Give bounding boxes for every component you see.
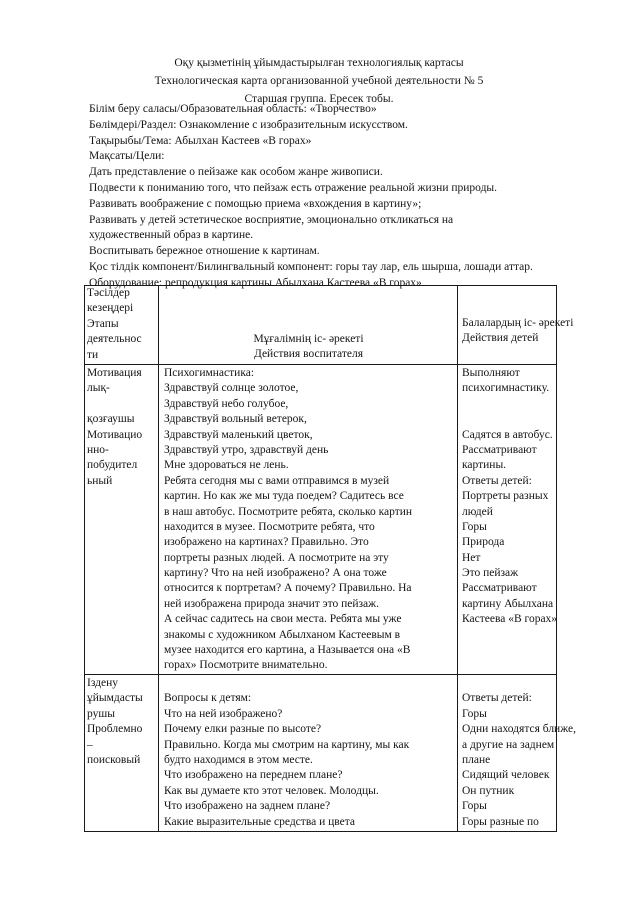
cell-text-line: Тәсілдер [87,287,130,299]
cell-text-line: ти [87,348,99,361]
cell-text-line: музее находится его картина, а Называется она «В [164,644,411,657]
cell-text-line: Мотивацио [87,428,143,441]
intro-block [89,102,559,292]
intro-topic: Тақырыбы/Тема: Абылхан Кастеев «В горах» [89,134,312,147]
cell-text-line: Іздену [87,677,119,689]
cell-text-line: Мотивация [87,367,142,379]
row-search-stage-cell [87,676,157,768]
cell-text-line: Ответы детей: [462,692,532,705]
cell-text-line: Здравствуй вольный ветерок, [164,413,307,426]
intro-goal-line: художественный образ в картине. [89,229,254,242]
cell-text-line: Почему елки разные по высоте? [164,723,322,736]
cell-text-line: Психогимнастика: [164,367,255,379]
table-border-left [84,285,85,832]
cell-text-line: Нет [462,551,481,564]
cell-text-line: Здравствуй солнце золотое, [164,382,299,395]
cell-text-line: Горы [462,800,487,813]
cell-text-line: ней изображена природа значит это пейзаж. [164,597,379,610]
cell-text-line: Сидящий человек [462,769,550,782]
intro-goals-heading: Мақсаты/Цели: [89,150,165,163]
cell-text-line: Садятся в автобус. [462,428,553,441]
table-row-divider [84,674,557,675]
title-line-russian: Технологическая карта организованной учебной деятельности № 5 [154,75,484,87]
cell-text-line: Это пейзаж [462,567,519,580]
cell-text-line: картины. [462,459,507,472]
table-border-right [556,285,557,832]
cell-text-line: картину Абылхана [462,597,554,610]
cell-text-line: А сейчас садитесь на свои места. Ребята мы уже [164,613,402,626]
cell-text-line: Как вы думаете кто этот человек. Молодцы. [164,784,379,797]
cell-text-line: Что изображено на заднем плане? [164,800,331,813]
intro-equipment: Оборудование: репродукция картины Абылхана Кастеева «В горах» [89,276,422,289]
cell-text-line: Ответы детей: [462,474,532,487]
cell-text-line: находится в музее. Посмотрите ребята, что [164,520,375,533]
cell-text-line [462,397,554,412]
row-motivation-stage-cell [87,366,157,489]
cell-text-line: Действия воспитателя [253,348,364,361]
cell-text-line [164,676,456,691]
intro-goal-line: Дать представление о пейзаже как особом жанре живописи. [89,166,383,179]
cell-text-line: қозғаушы [87,413,135,426]
cell-text-line: знакомы с художником Абылханом Кастеевым в [164,628,401,641]
cell-text-line: побудител [87,459,138,472]
cell-text-line: относится к портретам? А почему? Правильно. На [164,582,412,595]
table-border-bottom [84,831,557,832]
lesson-table [84,285,576,832]
cell-text-line: а другие на заднем [462,738,555,751]
intro-goal-line: Подвести к пониманию того, что пейзаж есть отражение реальной жизни природы. [89,181,498,194]
cell-text-line [87,397,157,412]
cell-text-line: лық- [87,382,110,395]
cell-text-line: Этапы [87,317,119,330]
cell-text-line: Мұғалімнің іс- әрекеті [253,333,364,345]
cell-text-line: поисковый [87,753,141,766]
cell-text-line: Вопросы к детям: [164,692,252,705]
title-line-kazakh: Оқу қызметінің ұйымдастырылған технологиялық картасы [174,57,464,69]
cell-text-line: Что изображено на переднем плане? [164,769,343,782]
cell-text-line: Здравствуй утро, здравствуй день [164,443,329,456]
intro-area: Білім беру саласы/Образовательная область: «Творчество» [89,103,377,115]
table-column-divider [457,285,458,832]
intro-goal-line: Развивать воображение с помощью приема «вхождения в картину»; [89,197,422,210]
cell-text-line: Действия детей [462,332,539,345]
header-children-cell [462,316,574,347]
cell-text-line [462,676,554,691]
cell-text-line: Рассматривают [462,582,537,595]
header-stage-cell [87,286,157,363]
cell-text-line: в наш автобус. Посмотрите ребята, сколько картин [164,505,413,518]
cell-text-line: картину? Что на ней изображено? А она тоже [164,567,387,580]
intro-goal-line: Воспитывать бережное отношение к картинам. [89,245,320,258]
header-teacher-cell [162,332,455,363]
cell-text-line: Здравствуй маленький цветок, [164,428,313,441]
cell-text-line: Балалардың іс- әрекеті [462,317,574,329]
cell-text-line: картин. Но как же мы туда поедем? Садитесь все [164,490,404,503]
cell-text-line: Проблемно [87,723,143,736]
cell-text-line: Кастеева «В горах» [462,613,558,626]
cell-text-line: Горы разные по [462,815,539,828]
cell-text-line: Правильно. Когда мы смотрим на картину, мы как [164,738,410,751]
table-row-divider [84,364,557,365]
cell-text-line: деятельнос [87,333,142,346]
cell-text-line: Рассматривают [462,443,537,456]
cell-text-line: Горы [462,707,487,720]
cell-text-line: Природа [462,536,505,549]
cell-text-line: ьный [87,474,113,487]
cell-text-line: нно- [87,443,109,456]
cell-text-line: будто находимся в этом месте. [164,753,313,766]
cell-text-line: горах» Посмотрите внимательно. [164,659,328,672]
cell-text-line: рушы [87,707,115,720]
cell-text-line: Здравствуй небо голубое, [164,397,289,410]
intro-section: Бөлімдері/Раздел: Ознакомление с изобразительным искусством. [89,118,408,131]
intro-goal-line: Развивать у детей эстетическое восприятие, эмоционально откликаться на [89,213,454,226]
cell-text-line: Одни находятся ближе, [462,723,576,736]
cell-text-line: кезеңдері [87,302,134,315]
cell-text-line: психогимнастику. [462,382,550,395]
cell-text-line: Горы [462,520,487,533]
cell-text-line: Ребята сегодня мы с вами отправимся в музей [164,474,390,487]
cell-text-line [462,412,554,427]
cell-text-line: ұйымдасты [87,692,143,705]
row-search-teacher-cell [164,676,456,830]
cell-text-line: Мне здороваться не лень. [164,459,289,472]
row-motivation-children-cell [462,366,558,628]
intro-bilingual: Қос тілдік компонент/Билингвальный компонент: горы тау лар, ель шырша, лошади аттар. [89,260,533,273]
row-motivation-teacher-cell [164,366,456,674]
cell-text-line: портреты разных людей. А посмотрите на эту [164,551,389,564]
cell-text-line: Какие выразительные средства и цвета [164,815,355,828]
cell-text-line: людей [462,505,493,518]
cell-text-line: Он путник [462,784,515,797]
title-line-group: Старшая группа. Ересек тобы. [244,93,394,105]
cell-text-line: Что на ней изображено? [164,707,283,720]
cell-text-line: Портреты разных [462,490,549,503]
cell-text-line: Выполняют [462,367,520,379]
row-search-children-cell [462,676,576,830]
cell-text-line: – [87,738,93,751]
cell-text-line: изображено на картинах? Правильно. Это [164,536,369,549]
cell-text-line: плане [462,753,491,766]
table-column-divider [158,285,159,832]
